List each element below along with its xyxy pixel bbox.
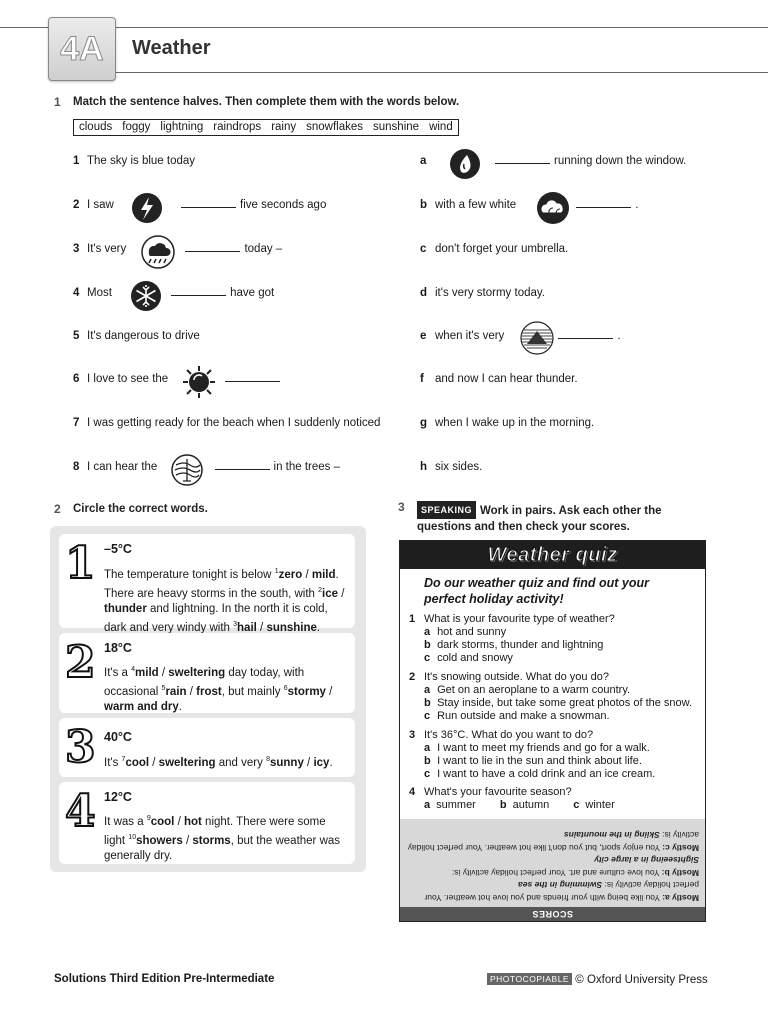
word-choice[interactable]: zero	[278, 568, 303, 581]
sentence-left-1: 1 The sky is blue today	[73, 155, 196, 167]
quiz-option[interactable]: c I want to have a cold drink and an ice cream.	[424, 768, 656, 780]
quiz-question-4: 4 What's your favourite season? a summer b autumn c winter	[409, 786, 615, 811]
word: wind	[429, 121, 453, 133]
word-choice[interactable]: cool	[150, 815, 175, 828]
card-text: It was a $^9$cool / hot night. There were some light $^{10}$showers / storms, but the weather was generally dry.	[104, 815, 341, 862]
word: raindrops	[213, 121, 262, 133]
card-text: The temperature tonight is below $^1$zero / mild. There are heavy storms in the south, with $^2$ice / thunder and lightning. In the north it is cold, dark and very windy with $^3$hail / sunshine.	[104, 568, 345, 634]
card-temperature: 12°C	[104, 790, 132, 804]
footer-book-title: Solutions Third Edition Pre-Intermediate	[54, 973, 275, 985]
exercise-1-instruction: Match the sentence halves. Then complete them with the words below.	[73, 96, 460, 108]
sentence-left-7: 7 I was getting ready for the beach when I suddenly noticed	[73, 417, 381, 429]
word-choice[interactable]: mild	[135, 666, 159, 679]
quiz-option[interactable]: b I want to lie in the sun and think about life.	[424, 755, 642, 767]
card-temperature: 40°C	[104, 730, 132, 744]
answer-blank[interactable]	[215, 460, 270, 470]
exercise-3-instruction: SPEAKING Work in pairs. Ask each other the questions and then check your scores.	[417, 501, 687, 535]
answer-blank[interactable]	[171, 286, 226, 296]
word-choice[interactable]: hail	[237, 621, 257, 634]
sentence-left-8: 8 I can hear the in the trees –	[73, 461, 341, 473]
word-choice[interactable]: showers	[136, 834, 183, 847]
word-choice[interactable]: icy	[313, 756, 330, 769]
answer-blank[interactable]	[576, 198, 631, 208]
card-temperature: –5°C	[104, 542, 132, 556]
word-choice[interactable]: ice	[322, 587, 339, 600]
answer-blank[interactable]	[181, 198, 236, 208]
word: clouds	[79, 121, 113, 133]
quiz-question-1: 1 What is your favourite type of weather? a hot and sunny b dark storms, thunder and lightning c cold and snowy	[409, 613, 705, 665]
scores-text: Mostly a: You like being with your friends and you love hot weather. Your perfect holiday activity is: Swimming in the sea Mostly b: You love culture and art. Your perfect holiday activity is: Sightseeing in a large city Mostly c: You enjoy sport, but you don't like hot weather. Your perfect holiday activity is: Skiing in the mountains	[407, 830, 699, 903]
speaking-tag: SPEAKING	[417, 501, 476, 519]
word: foggy	[122, 121, 151, 133]
exercise-1-number: 1	[54, 95, 61, 109]
quiz-option[interactable]: c cold and snowy	[424, 652, 513, 664]
quiz-option[interactable]: c Run outside and make a snowman.	[424, 710, 610, 722]
quiz-option[interactable]: b Stay inside, but take some great photos of the snow.	[424, 697, 693, 709]
sentence-right-h: h six sides.	[420, 461, 483, 473]
header-bottom-rule	[116, 72, 768, 73]
quiz-option[interactable]: a Get on an aeroplane to a warm country.	[424, 684, 631, 696]
sun-icon	[182, 365, 216, 399]
fog-icon	[520, 321, 554, 355]
exercise-2-number: 2	[54, 502, 61, 516]
sentence-left-2: 2 I saw five seconds ago	[73, 199, 327, 211]
sentence-right-a: a running down the window.	[420, 155, 687, 167]
card-number: 1	[65, 538, 96, 589]
exercise-2-instruction: Circle the correct words.	[73, 503, 208, 515]
sentence-right-c: c don't forget your umbrella.	[420, 243, 569, 255]
quiz-intro: Do our weather quiz and find out your perfect holiday activity!	[424, 576, 649, 606]
rain-cloud-icon	[141, 235, 175, 269]
quiz-question-2: 2 It's snowing outside. What do you do? a Get on an aeroplane to a warm country. b Stay inside, but take some great photos of the snow. c Run outside and make a snowman.	[409, 671, 705, 723]
word-choice[interactable]: thunder	[104, 602, 147, 615]
weather-card-3	[59, 718, 355, 777]
page-title: Weather	[132, 37, 211, 59]
answer-blank[interactable]	[185, 242, 240, 252]
word-box	[73, 119, 459, 136]
word-choice[interactable]: hot	[183, 815, 202, 828]
word: rainy	[271, 121, 297, 133]
sentence-right-b: b with a few white .	[420, 199, 639, 211]
card-number: 2	[65, 637, 96, 688]
quiz-option[interactable]: a hot and sunny	[424, 626, 507, 638]
sentence-left-6: 6 I love to see the	[73, 372, 284, 386]
word: sunshine	[373, 121, 420, 133]
quiz-option[interactable]: a I want to meet my friends and go for a walk.	[424, 742, 650, 754]
quiz-question-3: 3 It's 36°C. What do you want to do? a I want to meet my friends and go for a walk. b I want to lie in the sun and think about life. c I want to have a cold drink and an ice cream.	[409, 729, 705, 781]
scores-heading: SCORES	[400, 907, 705, 921]
word-choice[interactable]: warm and dry	[104, 700, 179, 713]
answer-blank[interactable]	[495, 154, 550, 164]
wind-icon	[170, 453, 204, 487]
card-number: 3	[65, 722, 96, 773]
word-choice[interactable]: storms	[192, 834, 231, 847]
word-choice[interactable]: stormy	[287, 685, 326, 698]
quiz-option[interactable]: c winter	[573, 799, 615, 811]
word-choice[interactable]: mild	[311, 568, 336, 581]
sentence-right-e: e when it's very .	[420, 330, 621, 342]
word-choice[interactable]: sweltering	[158, 756, 216, 769]
word-choice[interactable]: sunny	[269, 756, 304, 769]
photocopiable-badge: PHOTOCOPIABLE	[487, 973, 572, 985]
answer-blank[interactable]	[558, 329, 613, 339]
card-number: 4	[65, 786, 96, 837]
quiz-option[interactable]: b autumn	[499, 799, 550, 811]
weather-card-2	[59, 633, 355, 713]
cloud-icon	[536, 191, 570, 225]
word-choice[interactable]: sweltering	[168, 666, 226, 679]
word: snowflakes	[306, 121, 364, 133]
word-choice[interactable]: sunshine	[266, 621, 317, 634]
quiz-option[interactable]: a summer	[424, 799, 476, 811]
lightning-icon	[130, 191, 164, 225]
sentence-right-f: f and now I can hear thunder.	[420, 373, 578, 385]
weather-card-4	[59, 782, 355, 864]
word: lightning	[160, 121, 204, 133]
weather-card-1	[59, 534, 355, 634]
sentence-right-d: d it's very stormy today.	[420, 287, 545, 299]
snowflake-icon	[129, 279, 163, 313]
exercise-3-number: 3	[398, 500, 405, 514]
answer-blank[interactable]	[225, 372, 280, 382]
card-temperature: 18°C	[104, 641, 132, 655]
quiz-title: Weather quiz	[487, 543, 618, 566]
word-choice[interactable]: frost	[196, 685, 222, 698]
footer-publisher: PHOTOCOPIABLE © Oxford University Press	[487, 973, 708, 986]
weather-quiz	[399, 540, 706, 922]
word-choice[interactable]: rain	[165, 685, 187, 698]
card-text: It's a $^4$mild / sweltering day today, with occasional $^5$rain / frost, but mainly $^6$stormy / warm and dry.	[104, 666, 333, 713]
sentence-right-g: g when I wake up in the morning.	[420, 417, 595, 429]
raindrop-icon	[448, 147, 482, 181]
word-choice[interactable]: cool	[125, 756, 150, 769]
sentence-left-4: 4 Most have got	[73, 287, 275, 299]
quiz-option[interactable]: b dark storms, thunder and lightning	[424, 639, 604, 651]
unit-badge: 4A	[48, 17, 116, 81]
quiz-title-bar	[400, 541, 705, 569]
quiz-scores-upside-down	[400, 819, 705, 921]
sentence-left-5: 5 It's dangerous to drive	[73, 330, 200, 342]
sentence-left-3: 3 It's very today –	[73, 243, 283, 255]
card-text: It's $^7$cool / sweltering and very $^8$sunny / icy.	[104, 756, 333, 769]
